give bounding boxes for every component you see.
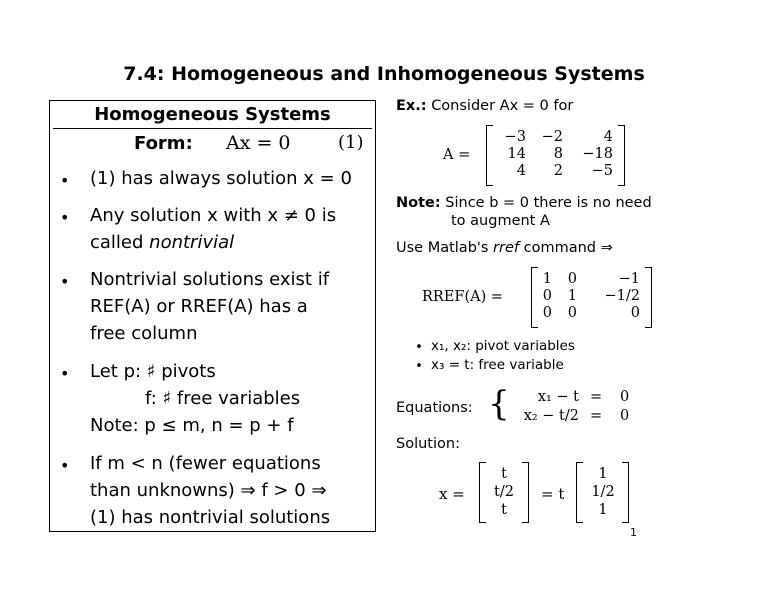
page-number: 1	[630, 526, 637, 539]
note-line2: to augment A	[451, 213, 550, 229]
vector-1-entry: t	[501, 466, 507, 482]
form-label: Form:	[134, 133, 193, 154]
box-divider	[53, 128, 372, 129]
bullet-2-line2: called nontrivial	[90, 232, 235, 253]
sub-bullet-icon: •	[415, 339, 423, 355]
solution-label: Solution:	[396, 436, 460, 452]
matrix-A-cell: −18	[582, 146, 613, 162]
equation-2-sign: =	[590, 408, 603, 424]
form-tag: (1)	[338, 132, 364, 153]
pivot-variables: x₁, x₂: pivot variables	[431, 338, 575, 354]
matrix-A-cell: −3	[504, 129, 526, 145]
bullet-5-line1: If m < n (fewer equations	[90, 453, 321, 474]
bullet-icon: •	[60, 272, 70, 291]
equals-t: = t	[541, 485, 565, 503]
bullet-icon: •	[60, 456, 70, 475]
matlab-line: Use Matlab's rref command ⇒	[396, 240, 613, 256]
matrix-R-right-bracket	[645, 267, 652, 328]
bullet-2-line1: Any solution x with x ≠ 0 is	[90, 205, 337, 226]
bullet-4-line1: Let p: ♯ pivots	[90, 361, 216, 382]
vector-2-entry: 1/2	[591, 484, 615, 500]
bullet-4-line3: Note: p ≤ m, n = p + f	[90, 415, 294, 436]
sub-bullet-icon: •	[415, 358, 423, 374]
bullet-icon: •	[60, 364, 70, 383]
matrix-R-cell: 0	[630, 305, 640, 321]
equation-1-sign: =	[590, 389, 603, 405]
left-brace-icon: {	[488, 384, 510, 424]
vector-2-entry: 1	[598, 466, 608, 482]
matrix-A-cell: 14	[507, 146, 526, 162]
bullet-3-line3: free column	[90, 323, 198, 344]
matrix-R-cell: 0	[567, 305, 577, 321]
form-equation: Ax = 0	[226, 132, 291, 154]
free-variable: x₃ = t: free variable	[431, 357, 564, 373]
example-line: Ex.: Consider Ax = 0 for	[396, 98, 574, 114]
equation-1-rhs: 0	[620, 389, 630, 405]
note-line1: Note: Since b = 0 there is no need	[396, 195, 652, 211]
bullet-icon: •	[60, 208, 70, 227]
solution-x-label: x =	[439, 485, 465, 503]
box-heading: Homogeneous Systems	[94, 104, 331, 125]
vector-2-entry: 1	[598, 502, 608, 518]
bullet-3-line2: REF(A) or RREF(A) has a	[90, 296, 308, 317]
vector-1-entry: t/2	[494, 484, 514, 500]
vector-1-entry: t	[501, 502, 507, 518]
matrix-R-cell: 0	[567, 271, 577, 287]
matrix-R-cell: 0	[542, 288, 552, 304]
bullet-5-line2: than unknowns) ⇒ f > 0 ⇒	[90, 480, 327, 501]
matrix-A-cell: 4	[603, 129, 613, 145]
matrix-A-cell: 8	[553, 146, 563, 162]
equation-2-rhs: 0	[620, 408, 630, 424]
matrix-A-cell: −2	[541, 129, 563, 145]
matrix-A-label: A =	[443, 147, 471, 163]
matrix-A-right-bracket	[618, 125, 625, 186]
matrix-A-cell: −5	[591, 163, 613, 179]
matrix-R-cell: −1	[618, 271, 640, 287]
equation-1-lhs: x₁ − t	[537, 389, 579, 405]
matrix-R-cell: 1	[542, 271, 552, 287]
page-title: 7.4: Homogeneous and Inhomogeneous Systems	[123, 63, 645, 85]
matrix-R-cell: 1	[567, 288, 577, 304]
bullet-5-line3: (1) has nontrivial solutions	[90, 507, 331, 528]
bullet-1-text: (1) has always solution x = 0	[90, 168, 352, 189]
bullet-icon: •	[60, 171, 70, 190]
matrix-A-cell: 4	[516, 163, 526, 179]
matrix-R-cell: 0	[542, 305, 552, 321]
equations-label: Equations:	[396, 400, 473, 416]
equation-2-lhs: x₂ − t/2	[523, 408, 579, 424]
matrix-A-cell: 2	[553, 163, 563, 179]
bullet-3-line1: Nontrivial solutions exist if	[90, 269, 330, 290]
bullet-4-line2: f: ♯ free variables	[145, 388, 301, 409]
matrix-R-cell: −1/2	[604, 288, 640, 304]
rref-label: RREF(A) =	[422, 289, 504, 305]
